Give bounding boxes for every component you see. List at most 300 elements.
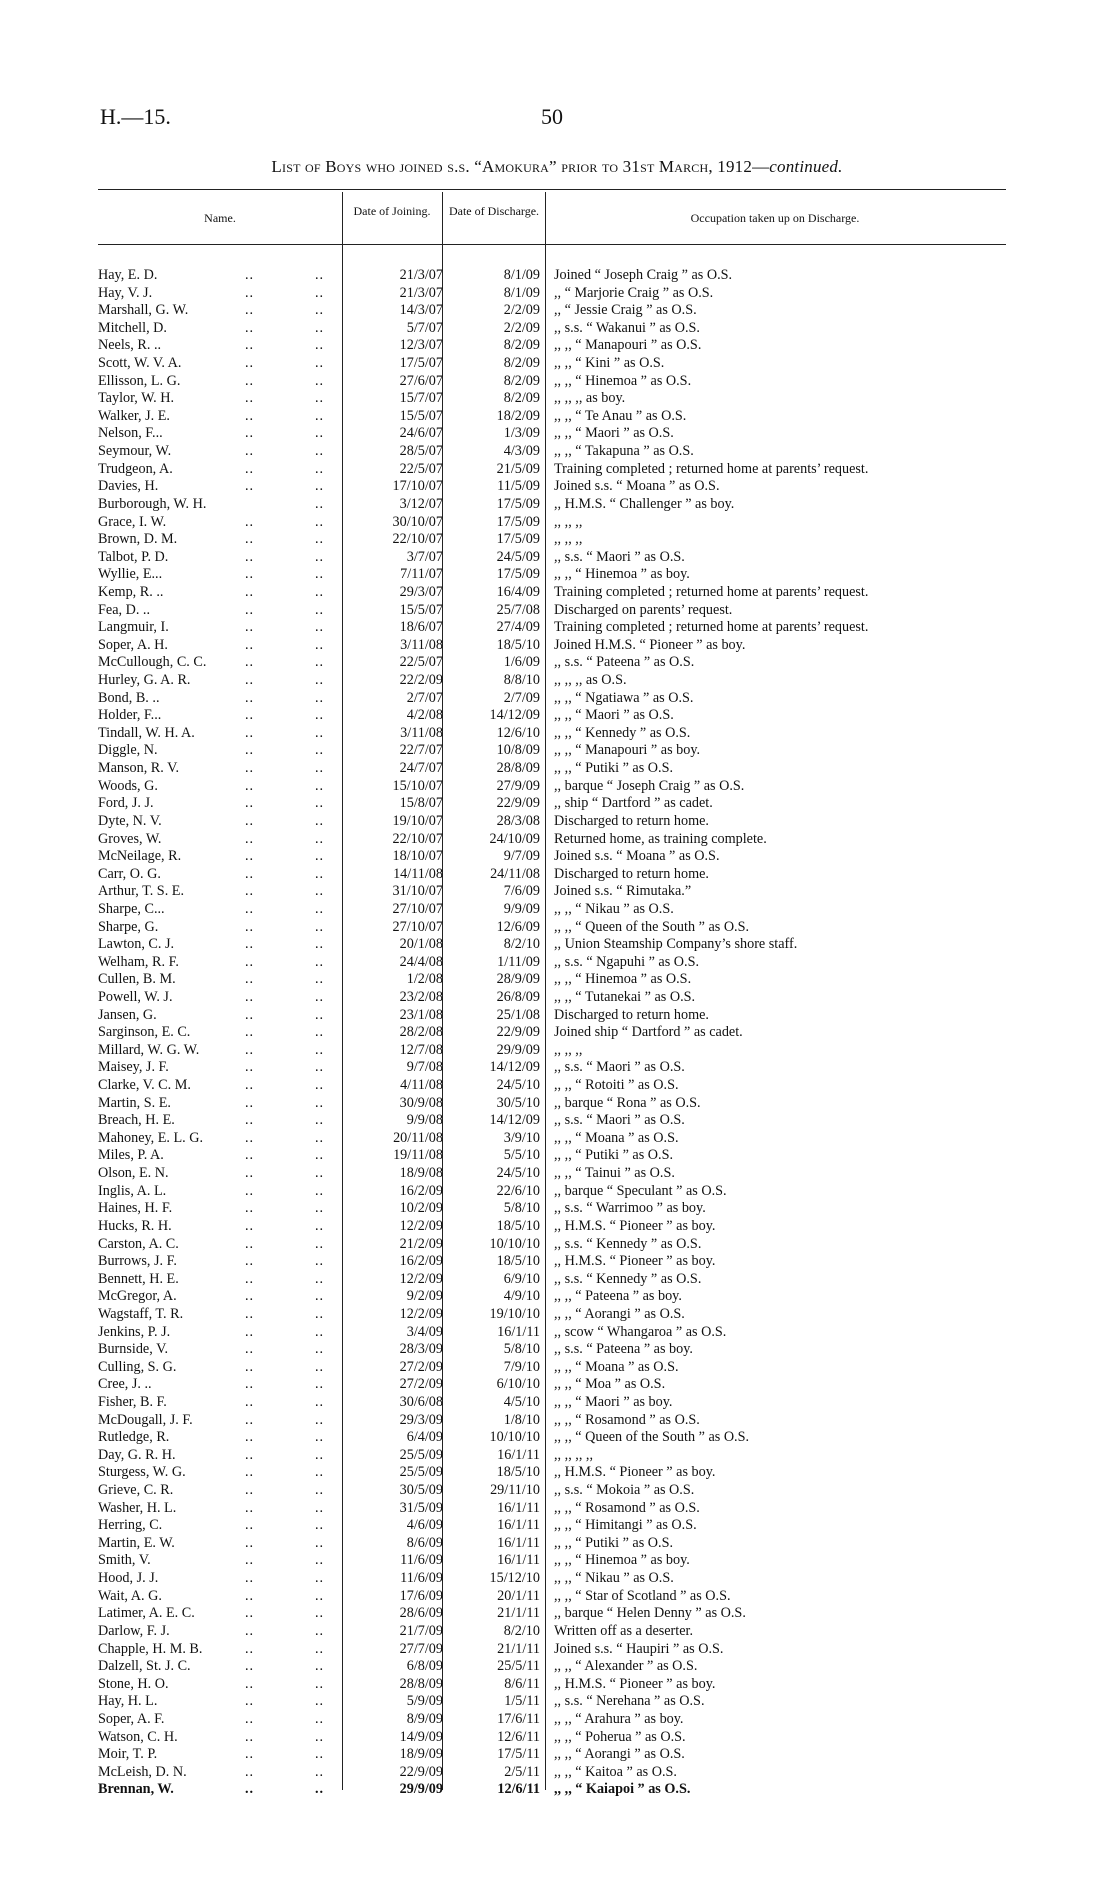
leader-dots: .. bbox=[245, 1710, 255, 1727]
date-of-joining: 2/7/07 bbox=[406, 689, 443, 706]
date-of-discharge: 12/6/11 bbox=[497, 1728, 540, 1745]
date-of-joining: 24/4/08 bbox=[399, 953, 443, 970]
leader-dots: .. bbox=[245, 1094, 255, 1111]
leader-dots: .. bbox=[245, 1411, 255, 1428]
leader-dots: .. bbox=[245, 988, 255, 1005]
date-of-joining: 21/7/09 bbox=[399, 1622, 443, 1639]
date-of-joining: 27/2/09 bbox=[399, 1376, 443, 1393]
occupation: Joined s.s. “ Haupiri ” as O.S. bbox=[554, 1640, 724, 1657]
date-of-joining: 11/6/09 bbox=[400, 1570, 443, 1587]
leader-dots: .. bbox=[315, 1376, 325, 1393]
date-of-joining: 12/2/09 bbox=[399, 1305, 443, 1322]
leader-dots: .. bbox=[245, 848, 255, 865]
occupation: Joined s.s. “ Rimutaka.” bbox=[554, 883, 692, 900]
table-row bbox=[98, 1236, 998, 1254]
leader-dots: .. bbox=[315, 707, 325, 724]
leader-dots: .. bbox=[315, 1041, 325, 1058]
occupation: ,, ,, “ Tutanekai ” as O.S. bbox=[554, 988, 696, 1005]
boy-name: McNeilage, R. bbox=[98, 848, 182, 865]
date-of-discharge: 22/6/10 bbox=[496, 1182, 540, 1199]
table-row bbox=[98, 1183, 998, 1201]
boy-name: Hurley, G. A. R. bbox=[98, 672, 191, 689]
occupation: ,, “ Jessie Craig ” as O.S. bbox=[554, 302, 697, 319]
date-of-discharge: 17/5/11 bbox=[497, 1746, 540, 1763]
leader-dots: .. bbox=[245, 583, 255, 600]
date-of-discharge: 24/10/09 bbox=[489, 830, 540, 847]
occupation: ,, ,, “ Rosamond ” as O.S. bbox=[554, 1499, 700, 1516]
leader-dots: .. bbox=[315, 672, 325, 689]
table-row bbox=[98, 390, 998, 408]
leader-dots: .. bbox=[315, 1693, 325, 1710]
leader-dots: .. bbox=[315, 583, 325, 600]
date-of-discharge: 10/10/10 bbox=[489, 1235, 540, 1252]
boy-name: Ellisson, L. G. bbox=[98, 372, 181, 389]
leader-dots: .. bbox=[315, 953, 325, 970]
date-of-joining: 27/7/09 bbox=[399, 1640, 443, 1657]
occupation: ,, ,, “ Maori ” as O.S. bbox=[554, 425, 674, 442]
occupation: ,, ship “ Dartford ” as cadet. bbox=[554, 795, 713, 812]
date-of-discharge: 26/8/09 bbox=[496, 988, 540, 1005]
leader-dots: .. bbox=[245, 1728, 255, 1745]
date-of-discharge: 17/5/09 bbox=[496, 566, 540, 583]
table-row bbox=[98, 619, 998, 637]
occupation: ,, H.M.S. “ Pioneer ” as boy. bbox=[554, 1464, 716, 1481]
date-of-discharge: 25/1/08 bbox=[496, 1006, 540, 1023]
table-row bbox=[98, 1288, 998, 1306]
date-of-discharge: 29/11/10 bbox=[490, 1482, 540, 1499]
occupation: Joined s.s. “ Moana ” as O.S. bbox=[554, 478, 720, 495]
date-of-joining: 18/10/07 bbox=[392, 848, 443, 865]
date-of-discharge: 17/6/11 bbox=[497, 1710, 540, 1727]
leader-dots: .. bbox=[315, 1446, 325, 1463]
leader-dots: .. bbox=[245, 971, 255, 988]
boy-name: Welham, R. F. bbox=[98, 953, 179, 970]
table-row bbox=[98, 1729, 998, 1747]
table-row bbox=[98, 1218, 998, 1236]
date-of-joining: 15/7/07 bbox=[399, 390, 443, 407]
leader-dots: .. bbox=[245, 460, 255, 477]
leader-dots: .. bbox=[245, 1763, 255, 1780]
date-of-discharge: 17/5/09 bbox=[496, 531, 540, 548]
occupation: Training completed ; returned home at parents’ request. bbox=[554, 460, 869, 477]
boy-name: Sarginson, E. C. bbox=[98, 1024, 191, 1041]
table-row bbox=[98, 883, 998, 901]
table-row bbox=[98, 672, 998, 690]
date-of-joining: 30/6/08 bbox=[399, 1394, 443, 1410]
document-reference: H.—15. bbox=[100, 104, 171, 129]
leader-dots: .. bbox=[315, 971, 325, 988]
leader-dots: .. bbox=[315, 742, 325, 759]
leader-dots: .. bbox=[245, 267, 255, 283]
boys-table-body bbox=[98, 267, 998, 1799]
date-of-joining: 3/4/09 bbox=[406, 1323, 443, 1340]
date-of-discharge: 27/4/09 bbox=[496, 619, 540, 636]
table-row bbox=[98, 425, 998, 443]
table-row bbox=[98, 1693, 998, 1711]
leader-dots: .. bbox=[245, 1129, 255, 1146]
leader-dots: .. bbox=[245, 724, 255, 741]
leader-dots: .. bbox=[245, 443, 255, 460]
table-row bbox=[98, 1341, 998, 1359]
date-of-joining: 5/9/09 bbox=[406, 1693, 443, 1710]
date-of-discharge: 24/11/08 bbox=[490, 865, 540, 882]
date-of-joining: 28/3/09 bbox=[399, 1341, 443, 1358]
date-of-discharge: 16/1/11 bbox=[497, 1552, 540, 1569]
boy-name: Burborough, W. H. bbox=[98, 495, 207, 512]
table-header-rule bbox=[98, 244, 1006, 245]
leader-dots: .. bbox=[245, 812, 255, 829]
leader-dots: .. bbox=[245, 1605, 255, 1622]
leader-dots: .. bbox=[315, 1006, 325, 1023]
occupation: ,, ,, “ Putiki ” as O.S. bbox=[554, 1147, 674, 1164]
date-of-joining: 22/2/09 bbox=[399, 672, 443, 689]
boy-name: Bond, B. .. bbox=[98, 689, 160, 706]
date-of-discharge: 9/7/09 bbox=[503, 848, 540, 865]
date-of-joining: 17/6/09 bbox=[399, 1587, 443, 1604]
table-row bbox=[98, 1095, 998, 1113]
leader-dots: .. bbox=[315, 1499, 325, 1516]
date-of-joining: 9/9/08 bbox=[406, 1112, 443, 1129]
date-of-discharge: 8/1/09 bbox=[503, 284, 540, 301]
leader-dots: .. bbox=[245, 1200, 255, 1217]
page-number: 50 bbox=[541, 104, 563, 129]
boy-name: Hucks, R. H. bbox=[98, 1217, 172, 1234]
table-row bbox=[98, 1412, 998, 1430]
boy-name: Carston, A. C. bbox=[98, 1235, 179, 1252]
table-row bbox=[98, 637, 998, 655]
occupation: ,, H.M.S. “ Pioneer ” as boy. bbox=[554, 1253, 716, 1270]
boy-name: Wagstaff, T. R. bbox=[98, 1305, 184, 1322]
column-header-joining: Date of Joining. bbox=[353, 204, 431, 218]
column-header-occupation: Occupation taken up on Discharge. bbox=[690, 211, 860, 225]
table-row bbox=[98, 531, 998, 549]
leader-dots: .. bbox=[315, 1429, 325, 1446]
boy-name: Burnside, V. bbox=[98, 1341, 169, 1358]
date-of-discharge: 1/11/09 bbox=[497, 953, 540, 970]
boy-name: Burrows, J. F. bbox=[98, 1253, 177, 1270]
table-row bbox=[98, 778, 998, 796]
table-row bbox=[98, 496, 998, 514]
occupation: ,, H.M.S. “ Challenger ” as boy. bbox=[554, 495, 735, 512]
leader-dots: .. bbox=[315, 1129, 325, 1146]
leader-dots: .. bbox=[245, 1482, 255, 1499]
table-row bbox=[98, 1482, 998, 1500]
leader-dots: .. bbox=[315, 1094, 325, 1111]
leader-dots: .. bbox=[245, 1077, 255, 1094]
date-of-discharge: 5/8/10 bbox=[503, 1341, 540, 1358]
leader-dots: .. bbox=[245, 1534, 255, 1551]
boy-name: Fisher, B. F. bbox=[98, 1394, 167, 1410]
table-row bbox=[98, 1588, 998, 1606]
date-of-discharge: 7/6/09 bbox=[503, 883, 540, 900]
table-row bbox=[98, 690, 998, 708]
leader-dots: .. bbox=[315, 1464, 325, 1481]
leader-dots: .. bbox=[315, 1182, 325, 1199]
leader-dots: .. bbox=[315, 1112, 325, 1129]
table-row bbox=[98, 443, 998, 461]
occupation: ,, s.s. “ Pateena ” as O.S. bbox=[554, 654, 695, 671]
boy-name: Dalzell, St. J. C. bbox=[98, 1658, 191, 1675]
leader-dots: .. bbox=[315, 883, 325, 900]
boy-name: Nelson, F... bbox=[98, 425, 163, 442]
date-of-discharge: 2/2/09 bbox=[503, 302, 540, 319]
table-row bbox=[98, 760, 998, 778]
boy-name: Hay, V. J. bbox=[98, 284, 153, 301]
leader-dots: .. bbox=[315, 988, 325, 1005]
boy-name: Olson, E. N. bbox=[98, 1165, 169, 1182]
occupation: ,, H.M.S. “ Pioneer ” as boy. bbox=[554, 1675, 716, 1692]
leader-dots: .. bbox=[315, 1640, 325, 1657]
occupation: ,, ,, “ Hinemoa ” as O.S. bbox=[554, 372, 692, 389]
date-of-discharge: 21/1/11 bbox=[497, 1640, 540, 1657]
date-of-joining: 7/11/07 bbox=[400, 566, 443, 583]
date-of-joining: 23/2/08 bbox=[399, 988, 443, 1005]
date-of-joining: 17/5/07 bbox=[399, 355, 443, 372]
table-row bbox=[98, 1447, 998, 1465]
table-row bbox=[98, 1077, 998, 1095]
table-row bbox=[98, 813, 998, 831]
leader-dots: .. bbox=[315, 1781, 325, 1798]
leader-dots: .. bbox=[245, 1006, 255, 1023]
leader-dots: .. bbox=[245, 1112, 255, 1129]
leader-dots: .. bbox=[315, 1059, 325, 1076]
date-of-joining: 9/2/09 bbox=[406, 1288, 443, 1305]
occupation: ,, ,, “ Putiki ” as O.S. bbox=[554, 760, 674, 777]
leader-dots: .. bbox=[315, 795, 325, 812]
occupation: ,, ,, ,, bbox=[554, 513, 583, 530]
boy-name: Wait, A. G. bbox=[98, 1587, 162, 1604]
leader-dots: .. bbox=[315, 425, 325, 442]
boy-name: Marshall, G. W. bbox=[98, 302, 189, 319]
leader-dots: .. bbox=[245, 1341, 255, 1358]
table-row bbox=[98, 1658, 998, 1676]
date-of-joining: 3/12/07 bbox=[399, 495, 443, 512]
leader-dots: .. bbox=[315, 865, 325, 882]
leader-dots: .. bbox=[315, 812, 325, 829]
table-row bbox=[98, 285, 998, 303]
leader-dots: .. bbox=[315, 918, 325, 935]
occupation: ,, s.s. “ Maori ” as O.S. bbox=[554, 548, 685, 565]
leader-dots: .. bbox=[315, 390, 325, 407]
boy-name: Tindall, W. H. A. bbox=[98, 724, 195, 741]
boy-name: Hay, H. L. bbox=[98, 1693, 158, 1710]
date-of-discharge: 9/9/09 bbox=[503, 900, 540, 917]
date-of-joining: 4/11/08 bbox=[400, 1077, 443, 1094]
leader-dots: .. bbox=[315, 1253, 325, 1270]
table-row bbox=[98, 461, 998, 479]
occupation: ,, barque “ Joseph Craig ” as O.S. bbox=[554, 777, 745, 794]
occupation: ,, s.s. “ Wakanui ” as O.S. bbox=[554, 319, 700, 336]
occupation: ,, s.s. “ Kennedy ” as O.S. bbox=[554, 1235, 702, 1252]
date-of-discharge: 18/2/09 bbox=[496, 407, 540, 424]
boy-name: Hay, E. D. bbox=[98, 267, 158, 283]
leader-dots: .. bbox=[245, 1358, 255, 1375]
boy-name: Brown, D. M. bbox=[98, 531, 178, 548]
date-of-discharge: 19/10/10 bbox=[489, 1305, 540, 1322]
date-of-joining: 16/2/09 bbox=[399, 1253, 443, 1270]
leader-dots: .. bbox=[315, 689, 325, 706]
leader-dots: .. bbox=[245, 1781, 255, 1798]
boy-name: Walker, J. E. bbox=[98, 407, 170, 424]
leader-dots: .. bbox=[245, 1658, 255, 1675]
date-of-joining: 15/5/07 bbox=[399, 407, 443, 424]
table-row bbox=[98, 971, 998, 989]
occupation: Training completed ; returned home at parents’ request. bbox=[554, 583, 869, 600]
date-of-joining: 28/5/07 bbox=[399, 443, 443, 460]
occupation: ,, ,, “ Kini ” as O.S. bbox=[554, 355, 665, 372]
occupation: Discharged to return home. bbox=[554, 812, 709, 829]
date-of-joining: 21/3/07 bbox=[399, 284, 443, 301]
leader-dots: .. bbox=[245, 777, 255, 794]
date-of-discharge: 25/5/11 bbox=[497, 1658, 540, 1675]
leader-dots: .. bbox=[245, 355, 255, 372]
date-of-discharge: 8/2/10 bbox=[503, 936, 540, 953]
date-of-joining: 30/9/08 bbox=[399, 1094, 443, 1111]
leader-dots: .. bbox=[245, 1165, 255, 1182]
boy-name: Maisey, J. F. bbox=[98, 1059, 169, 1076]
date-of-discharge: 28/3/08 bbox=[496, 812, 540, 829]
date-of-joining: 31/10/07 bbox=[392, 883, 443, 900]
table-row bbox=[98, 725, 998, 743]
date-of-discharge: 7/9/10 bbox=[503, 1358, 540, 1375]
leader-dots: .. bbox=[315, 1570, 325, 1587]
occupation: Discharged to return home. bbox=[554, 865, 709, 882]
leader-dots: .. bbox=[245, 425, 255, 442]
occupation: ,, ,, “ Hinemoa ” as boy. bbox=[554, 566, 690, 583]
boy-name: Cullen, B. M. bbox=[98, 971, 176, 988]
boy-name: Seymour, W. bbox=[98, 443, 172, 460]
leader-dots: .. bbox=[245, 619, 255, 636]
occupation: ,, scow “ Whangaroa ” as O.S. bbox=[554, 1323, 727, 1340]
leader-dots: .. bbox=[315, 619, 325, 636]
boy-name: Rutledge, R. bbox=[98, 1429, 170, 1446]
occupation: Discharged to return home. bbox=[554, 1006, 709, 1023]
occupation: Written off as a deserter. bbox=[554, 1622, 694, 1639]
date-of-joining: 14/11/08 bbox=[393, 865, 443, 882]
occupation: Joined H.M.S. “ Pioneer ” as boy. bbox=[554, 636, 746, 653]
boy-name: Brennan, W. bbox=[98, 1781, 174, 1798]
table-row bbox=[98, 1147, 998, 1165]
leader-dots: .. bbox=[315, 1077, 325, 1094]
occupation: ,, ,, ,, bbox=[554, 531, 583, 548]
occupation: ,, ,, “ Te Anau ” as O.S. bbox=[554, 407, 687, 424]
leader-dots: .. bbox=[315, 531, 325, 548]
table-row bbox=[98, 302, 998, 320]
boy-name: Smith, V. bbox=[98, 1552, 151, 1569]
date-of-joining: 18/6/07 bbox=[399, 619, 443, 636]
table-row bbox=[98, 1253, 998, 1271]
date-of-discharge: 3/9/10 bbox=[503, 1129, 540, 1146]
table-row bbox=[98, 1130, 998, 1148]
table-row bbox=[98, 1605, 998, 1623]
occupation: ,, ,, “ Nikau ” as O.S. bbox=[554, 900, 674, 917]
leader-dots: .. bbox=[245, 1517, 255, 1534]
date-of-discharge: 25/7/08 bbox=[496, 601, 540, 618]
leader-dots: .. bbox=[315, 1235, 325, 1252]
leader-dots: .. bbox=[315, 1200, 325, 1217]
date-of-discharge: 1/3/09 bbox=[503, 425, 540, 442]
boy-name: Haines, H. F. bbox=[98, 1200, 173, 1217]
leader-dots: .. bbox=[245, 390, 255, 407]
date-of-discharge: 24/5/09 bbox=[496, 548, 540, 565]
boy-name: Neels, R. .. bbox=[98, 337, 162, 354]
date-of-joining: 19/10/07 bbox=[392, 812, 443, 829]
leader-dots: .. bbox=[315, 1341, 325, 1358]
date-of-discharge: 14/12/09 bbox=[489, 707, 540, 724]
date-of-discharge: 2/5/11 bbox=[504, 1763, 540, 1780]
boy-name: Langmuir, I. bbox=[98, 619, 169, 636]
table-row bbox=[98, 1552, 998, 1570]
leader-dots: .. bbox=[315, 1622, 325, 1639]
occupation: ,, ,, “ Nikau ” as O.S. bbox=[554, 1570, 674, 1587]
date-of-joining: 29/3/09 bbox=[399, 1411, 443, 1428]
boy-name: Washer, H. L. bbox=[98, 1499, 177, 1516]
occupation: Joined “ Joseph Craig ” as O.S. bbox=[554, 267, 733, 283]
boy-name: Martin, E. W. bbox=[98, 1534, 175, 1551]
date-of-joining: 22/7/07 bbox=[399, 742, 443, 759]
occupation: ,, s.s. “ Mokoia ” as O.S. bbox=[554, 1482, 695, 1499]
leader-dots: .. bbox=[245, 478, 255, 495]
leader-dots: .. bbox=[245, 319, 255, 336]
date-of-discharge: 16/4/09 bbox=[496, 583, 540, 600]
boy-name: Powell, W. J. bbox=[98, 988, 173, 1005]
leader-dots: .. bbox=[245, 1182, 255, 1199]
date-of-joining: 14/9/09 bbox=[399, 1728, 443, 1745]
table-row bbox=[98, 408, 998, 426]
date-of-discharge: 10/8/09 bbox=[496, 742, 540, 759]
date-of-discharge: 8/6/11 bbox=[504, 1675, 540, 1692]
leader-dots: .. bbox=[245, 1024, 255, 1041]
leader-dots: .. bbox=[245, 1376, 255, 1393]
occupation: ,, ,, “ Queen of the South ” as O.S. bbox=[554, 1429, 750, 1446]
boy-name: Carr, O. G. bbox=[98, 865, 161, 882]
table-row bbox=[98, 989, 998, 1007]
date-of-discharge: 16/1/11 bbox=[497, 1499, 540, 1516]
date-of-discharge: 8/2/09 bbox=[503, 355, 540, 372]
date-of-joining: 25/5/09 bbox=[399, 1464, 443, 1481]
date-of-joining: 18/9/09 bbox=[399, 1746, 443, 1763]
occupation: ,, ,, “ Kaitoa ” as O.S. bbox=[554, 1763, 677, 1780]
leader-dots: .. bbox=[315, 760, 325, 777]
occupation: ,, ,, “ Tainui ” as O.S. bbox=[554, 1165, 675, 1182]
occupation: ,, ,, “ Moa ” as O.S. bbox=[554, 1376, 666, 1393]
date-of-joining: 28/8/09 bbox=[399, 1675, 443, 1692]
table-row bbox=[98, 1429, 998, 1447]
boy-name: Soper, A. H. bbox=[98, 636, 168, 653]
leader-dots: .. bbox=[315, 1552, 325, 1569]
table-row bbox=[98, 1570, 998, 1588]
occupation: ,, ,, “ Rosamond ” as O.S. bbox=[554, 1411, 700, 1428]
leader-dots: .. bbox=[245, 513, 255, 530]
date-of-discharge: 22/9/09 bbox=[496, 795, 540, 812]
boy-name: Grace, I. W. bbox=[98, 513, 167, 530]
date-of-discharge: 12/6/09 bbox=[496, 918, 540, 935]
date-of-joining: 15/8/07 bbox=[399, 795, 443, 812]
table-row bbox=[98, 549, 998, 567]
occupation: ,, ,, “ Star of Scotland ” as O.S. bbox=[554, 1587, 731, 1604]
leader-dots: .. bbox=[315, 548, 325, 565]
date-of-joining: 4/2/08 bbox=[406, 707, 443, 724]
table-row bbox=[98, 1394, 998, 1412]
table-row bbox=[98, 1200, 998, 1218]
boy-name: McCullough, C. C. bbox=[98, 654, 207, 671]
leader-dots: .. bbox=[245, 302, 255, 319]
table-row bbox=[98, 478, 998, 496]
occupation: ,, ,, “ Hinemoa ” as O.S. bbox=[554, 971, 692, 988]
date-of-joining: 17/10/07 bbox=[392, 478, 443, 495]
occupation: ,, ,, ,, as boy. bbox=[554, 390, 626, 407]
date-of-joining: 27/6/07 bbox=[399, 372, 443, 389]
